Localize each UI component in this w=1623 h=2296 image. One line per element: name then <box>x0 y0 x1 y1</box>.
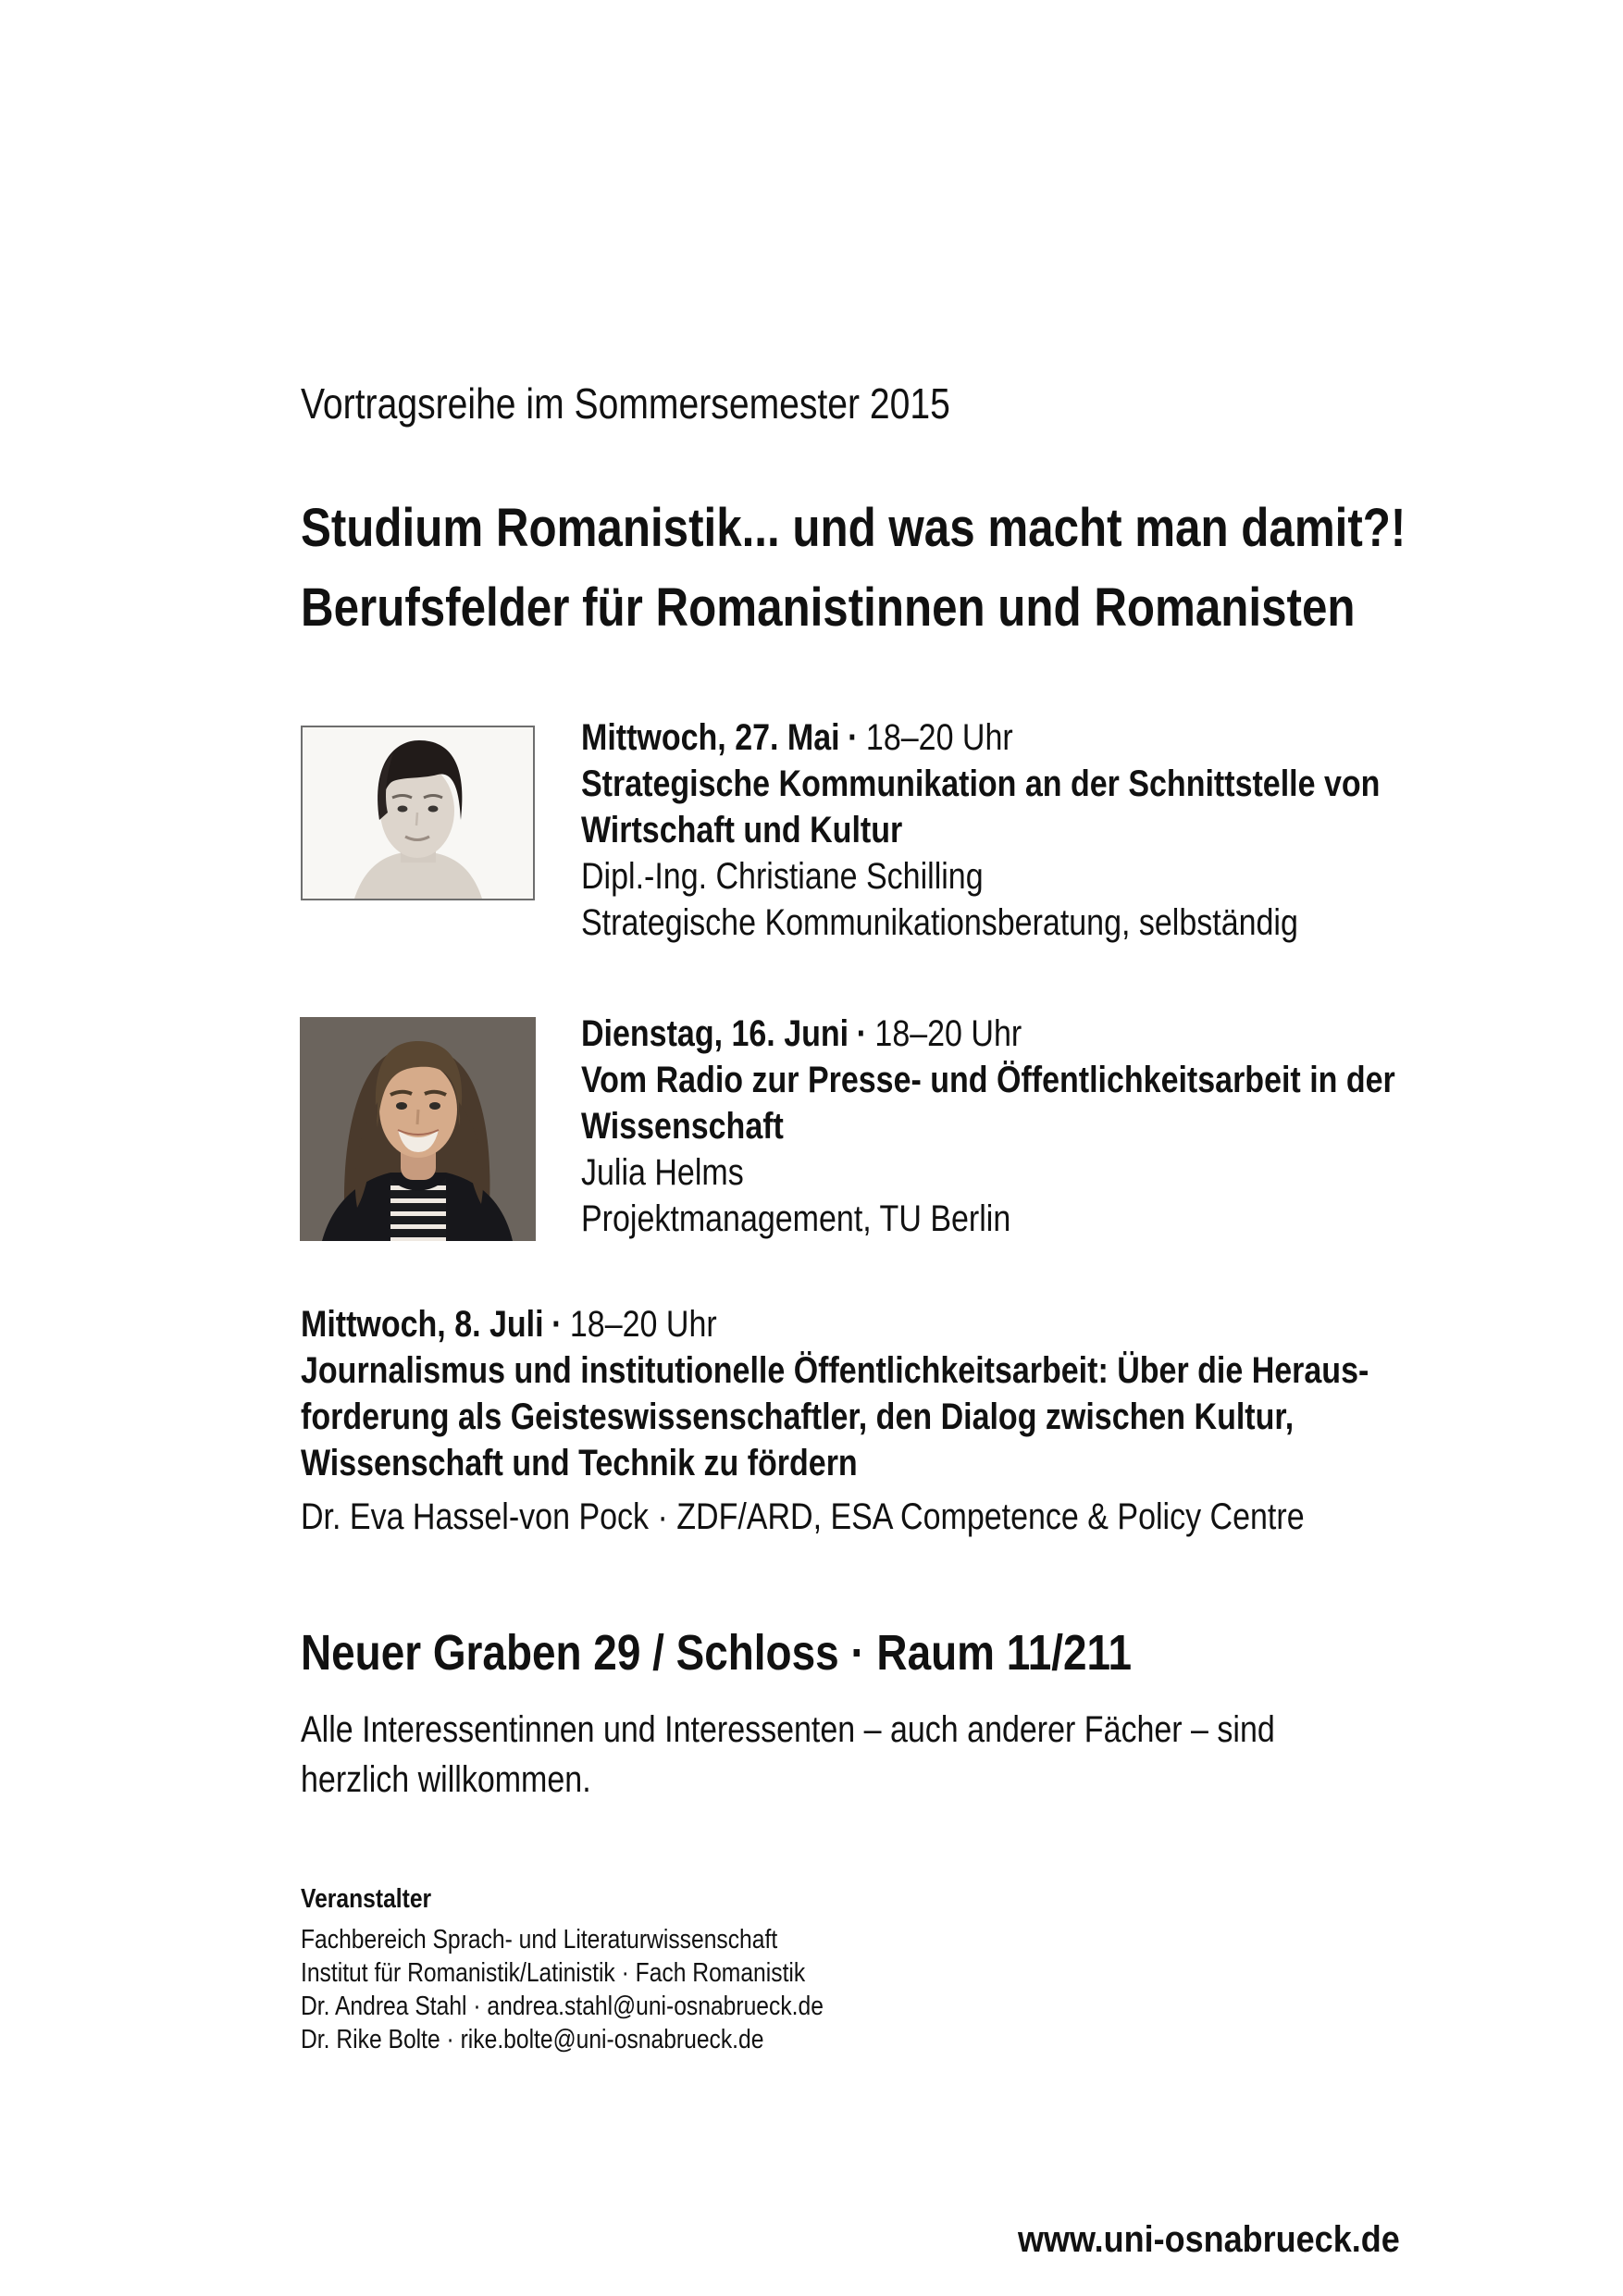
date-separator: · <box>856 1013 867 1054</box>
poster-title-line2: Berufsfelder für Romanistinnen und Romanisten <box>301 577 1356 638</box>
talk-3-speaker: Dr. Eva Hassel-von Pock · ZDF/ARD, ESA Competence & Policy Centre <box>301 1496 1305 1537</box>
talk-2-date: Dienstag, 16. Juni <box>581 1013 849 1054</box>
organizer-label: Veranstalter <box>301 1884 432 1914</box>
talk-1-title-line2: Wirtschaft und Kultur <box>581 810 903 850</box>
portrait-illustration <box>303 727 533 899</box>
talk-1-time: 18–20 Uhr <box>865 717 1013 758</box>
talk-1-dateline <box>581 714 1380 761</box>
talk-2-affiliation: Projektmanagement, TU Berlin <box>581 1198 1011 1239</box>
welcome-text <box>301 1705 1275 1805</box>
talk-3-title-line1: Journalismus und institutionelle Öffentlichkeitsarbeit: Über die Heraus- <box>301 1350 1369 1391</box>
talk-3-title-line2: forderung als Geisteswissenschaftler, den Dialog zwischen Kultur, <box>301 1396 1295 1437</box>
talk-2-dateline <box>581 1011 1395 1057</box>
welcome-line1: Alle Interessentinnen und Interessenten – auch anderer Fächer – sind <box>301 1709 1275 1750</box>
talk-2-speaker: Julia Helms <box>581 1152 744 1193</box>
speaker-photo-christiane-schilling <box>301 726 535 900</box>
date-separator: · <box>551 1304 563 1345</box>
welcome-line2: herzlich willkommen. <box>301 1759 591 1800</box>
footer-url: www.uni-osnabrueck.de <box>1018 2219 1400 2260</box>
poster-title-line1: Studium Romanistik... und was macht man damit?! <box>301 498 1406 558</box>
talk-3-dateline <box>301 1301 1369 1347</box>
talk-1-affiliation: Strategische Kommunikationsberatung, selbständig <box>581 902 1298 943</box>
talk-3-time: 18–20 Uhr <box>569 1304 717 1345</box>
talk-1-speaker: Dipl.-Ing. Christiane Schilling <box>581 856 984 897</box>
talk-2-details <box>581 1011 1395 1242</box>
talk-2-title-line1: Vom Radio zur Presse- und Öffentlichkeitsarbeit in der <box>581 1060 1395 1100</box>
speaker-photo-julia-helms <box>300 1017 536 1241</box>
organizer-section <box>301 1882 824 2056</box>
date-separator: · <box>848 717 859 758</box>
talk-2-title-line2: Wissenschaft <box>581 1106 784 1147</box>
talk-1-date: Mittwoch, 27. Mai <box>581 717 840 758</box>
talk-1-details <box>581 714 1380 946</box>
organizer-line-faculty: Fachbereich Sprach- und Literaturwissenschaft <box>301 1925 778 1955</box>
portrait-illustration <box>300 1017 536 1241</box>
talk-2-time: 18–20 Uhr <box>874 1013 1022 1054</box>
venue-heading: Neuer Graben 29 / Schloss · Raum 11/211 <box>301 1625 1133 1681</box>
organizer-line-institute: Institut für Romanistik/Latinistik · Fach Romanistik <box>301 1958 806 1988</box>
series-kicker: Vortragsreihe im Sommersemester 2015 <box>301 379 950 428</box>
talk-3-date: Mittwoch, 8. Juli <box>301 1304 544 1345</box>
organizer-line-contact-stahl: Dr. Andrea Stahl · andrea.stahl@uni-osnabrueck.de <box>301 1992 824 2021</box>
poster-title <box>301 489 1406 648</box>
talk-1-title-line1: Strategische Kommunikation an der Schnittstelle von <box>581 763 1381 804</box>
talk-3-title-line3: Wissenschaft und Technik zu fördern <box>301 1443 858 1483</box>
organizer-line-contact-bolte: Dr. Rike Bolte · rike.bolte@uni-osnabrueck.de <box>301 2025 764 2054</box>
talk-3-details <box>301 1301 1369 1540</box>
